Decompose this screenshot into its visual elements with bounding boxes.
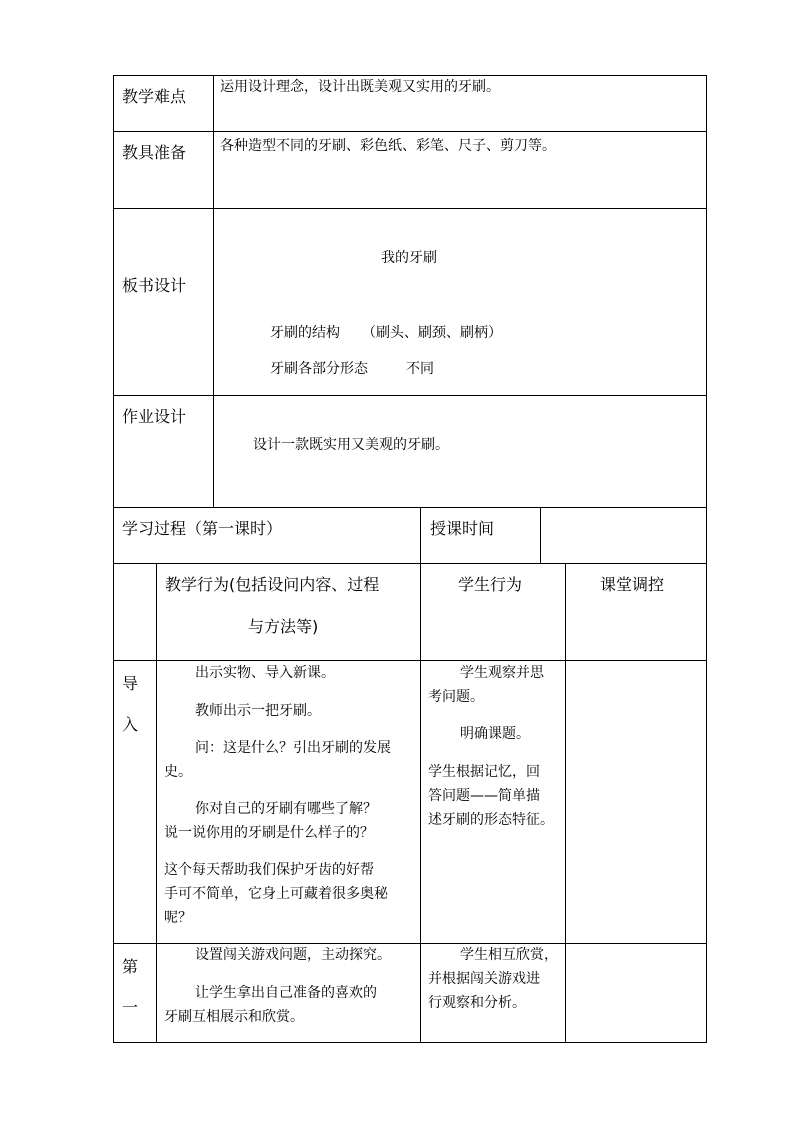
row-divider-process — [113, 563, 707, 564]
process-divider-1 — [420, 507, 421, 564]
intro-student-line: 学生观察并思 — [460, 665, 544, 681]
materials-label: 教具准备 — [122, 143, 187, 162]
first-stage-char-1: 第 — [122, 957, 139, 976]
process-title: 学习过程（第一课时） — [122, 519, 283, 538]
intro-teacher-line: 手可不简单，它身上可藏着很多奥秘 — [164, 886, 388, 902]
control-column-header: 课堂调控 — [600, 575, 665, 594]
first-teacher-line: 牙刷互相展示和欣赏。 — [164, 1009, 304, 1025]
first-teacher-line: 设置闯关游戏问题，主动探究。 — [195, 947, 391, 963]
table-border-bottom — [113, 1042, 707, 1043]
row-divider-intro — [113, 943, 707, 944]
stage-column-divider — [156, 563, 157, 1043]
process-divider-2 — [540, 507, 541, 564]
intro-teacher-line: 呢？ — [164, 910, 192, 926]
intro-stage-char-2: 入 — [122, 715, 139, 734]
difficulty-content: 运用设计理念，设计出既美观又实用的牙刷。 — [220, 79, 500, 95]
row-divider-materials — [113, 208, 707, 209]
intro-student-line: 学生根据记忆，回 — [428, 764, 540, 780]
first-student-line: 行观察和分析。 — [428, 995, 526, 1011]
row-divider-board — [113, 395, 707, 396]
difficulty-label: 教学难点 — [122, 87, 187, 106]
board-shape-value: 不同 — [406, 361, 434, 377]
intro-student-line: 明确课题。 — [460, 726, 530, 742]
intro-student-line: 述牙刷的形态特征。 — [428, 812, 554, 828]
table-border-left — [113, 75, 114, 1043]
intro-teacher-line: 你对自己的牙刷有哪些了解？ — [195, 801, 377, 817]
intro-teacher-line: 出示实物、导入新课。 — [195, 665, 335, 681]
first-student-line: 学生相互欣赏， — [460, 947, 558, 963]
teacher-column-header-line1: 教学行为(包括设问内容、过程 — [165, 575, 380, 594]
board-label: 板书设计 — [122, 276, 187, 295]
row-divider-homework — [113, 507, 707, 508]
label-column-divider — [213, 75, 214, 508]
intro-student-line: 答问题——简单描 — [428, 788, 540, 804]
board-structure-text: 牙刷的结构 — [270, 325, 340, 341]
first-stage-char-2: 一 — [122, 998, 139, 1017]
intro-teacher-line: 教师出示一把牙刷。 — [195, 703, 321, 719]
materials-content: 各种造型不同的牙刷、彩色纸、彩笔、尺子、剪刀等。 — [220, 138, 556, 154]
row-divider-difficulty — [113, 131, 707, 132]
intro-stage-char-1: 导 — [122, 674, 139, 693]
board-title: 我的牙刷 — [381, 250, 437, 266]
board-structure-parts: （刷头、刷颈、刷柄） — [362, 325, 502, 341]
intro-teacher-line: 问：这是什么？引出牙刷的发展 — [195, 740, 391, 756]
teacher-column-divider — [420, 563, 421, 1043]
table-border-top — [113, 75, 707, 76]
student-column-divider — [565, 563, 566, 1043]
process-time-label: 授课时间 — [430, 519, 495, 538]
row-divider-columns — [113, 660, 707, 661]
student-column-header: 学生行为 — [458, 575, 523, 594]
first-student-line: 并根据闯关游戏进 — [428, 971, 540, 987]
first-teacher-line: 让学生拿出自己准备的喜欢的 — [195, 985, 377, 1001]
homework-label: 作业设计 — [122, 407, 187, 426]
intro-student-line: 考问题。 — [428, 689, 484, 705]
intro-teacher-line: 史。 — [164, 764, 192, 780]
homework-content: 设计一款既实用又美观的牙刷。 — [253, 437, 449, 453]
teacher-column-header-line2: 与方法等) — [248, 617, 319, 636]
board-shape-text: 牙刷各部分形态 — [270, 361, 368, 377]
intro-teacher-line: 这个每天帮助我们保护牙齿的好帮 — [164, 862, 374, 878]
intro-teacher-line: 说一说你用的牙刷是什么样子的？ — [164, 825, 374, 841]
table-border-right — [706, 75, 707, 1043]
